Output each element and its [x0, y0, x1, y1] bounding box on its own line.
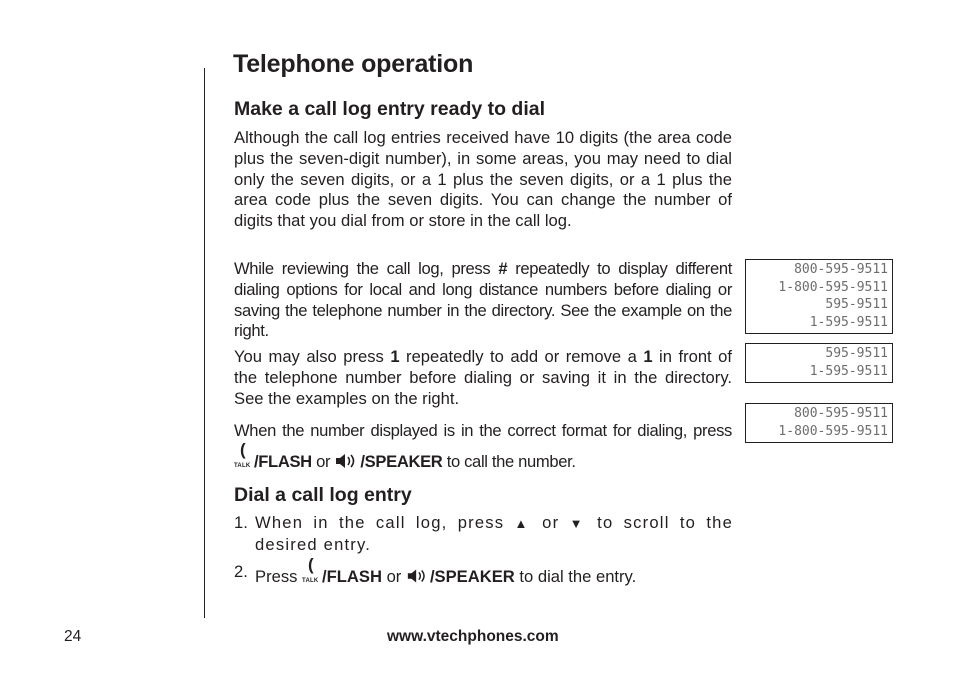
display-example-all-formats — [745, 259, 893, 334]
display-line: 1-595-9511 — [809, 363, 888, 379]
paragraph-digits-info: Although the call log entries received have 10 digits (the area code plus the seven-digit number), in some areas, you may need to dial only the seven digits, or a 1 plus the seven digits, or a 1 plus the area code plus the seven digits. You can change the number of digits that you dial from or store in the call log. — [234, 128, 732, 231]
display-line: 800-595-9511 — [794, 406, 888, 421]
section-title-dial: Dial a call log entry — [234, 484, 412, 506]
speaker-icon — [334, 448, 360, 479]
one-key-2: 1 — [643, 347, 653, 366]
talk-flash-icon: ( TALK — [302, 555, 319, 584]
hash-key: # — [498, 259, 508, 278]
display-line: 595-9511 — [825, 297, 888, 312]
paragraph-press-one: You may also press 1 repeatedly to add or remove a 1 in front of the telephone number before dialing or saving it in the directory. See the examples on the right. — [234, 347, 732, 408]
display-line: 1-800-595-9511 — [778, 423, 888, 439]
display-example-seven-digit — [745, 343, 893, 383]
talk-flash-icon: ( TALK — [234, 440, 251, 469]
speaker-icon — [406, 568, 430, 590]
display-line: 800-595-9511 — [794, 262, 888, 277]
footer-url: www.vtechphones.com — [387, 628, 559, 645]
display-line: 1-595-9511 — [809, 314, 888, 330]
page-title: Telephone operation — [233, 50, 474, 78]
section-title-make-ready: Make a call log entry ready to dial — [234, 98, 546, 120]
display-line: 595-9511 — [825, 346, 888, 361]
down-arrow-icon: ▼ — [569, 516, 587, 531]
display-line: 1-800-595-9511 — [778, 279, 888, 295]
page-number: 24 — [64, 628, 82, 645]
step-1: 1. When in the call log, press ▲ or ▼ to scroll to the desired entry. — [234, 513, 734, 554]
one-key: 1 — [390, 347, 400, 366]
up-arrow-icon: ▲ — [514, 516, 532, 531]
display-example-ten-digit — [745, 403, 893, 443]
paragraph-press-hash: While reviewing the call log, press # repeatedly to display different dialing options for local and long distance numbers before dialing or saving the telephone number in the directory. See the example on the right. — [234, 259, 732, 341]
margin-rule — [204, 68, 205, 618]
paragraph-call-number: When the number displayed is in the correct format for dialing, press ( TALK /FLASH or /SPEAKER to call the number. — [234, 415, 732, 479]
step-2: 2. Press ( TALK /FLASH or /SPEAKER to dial the entry. — [234, 562, 733, 590]
